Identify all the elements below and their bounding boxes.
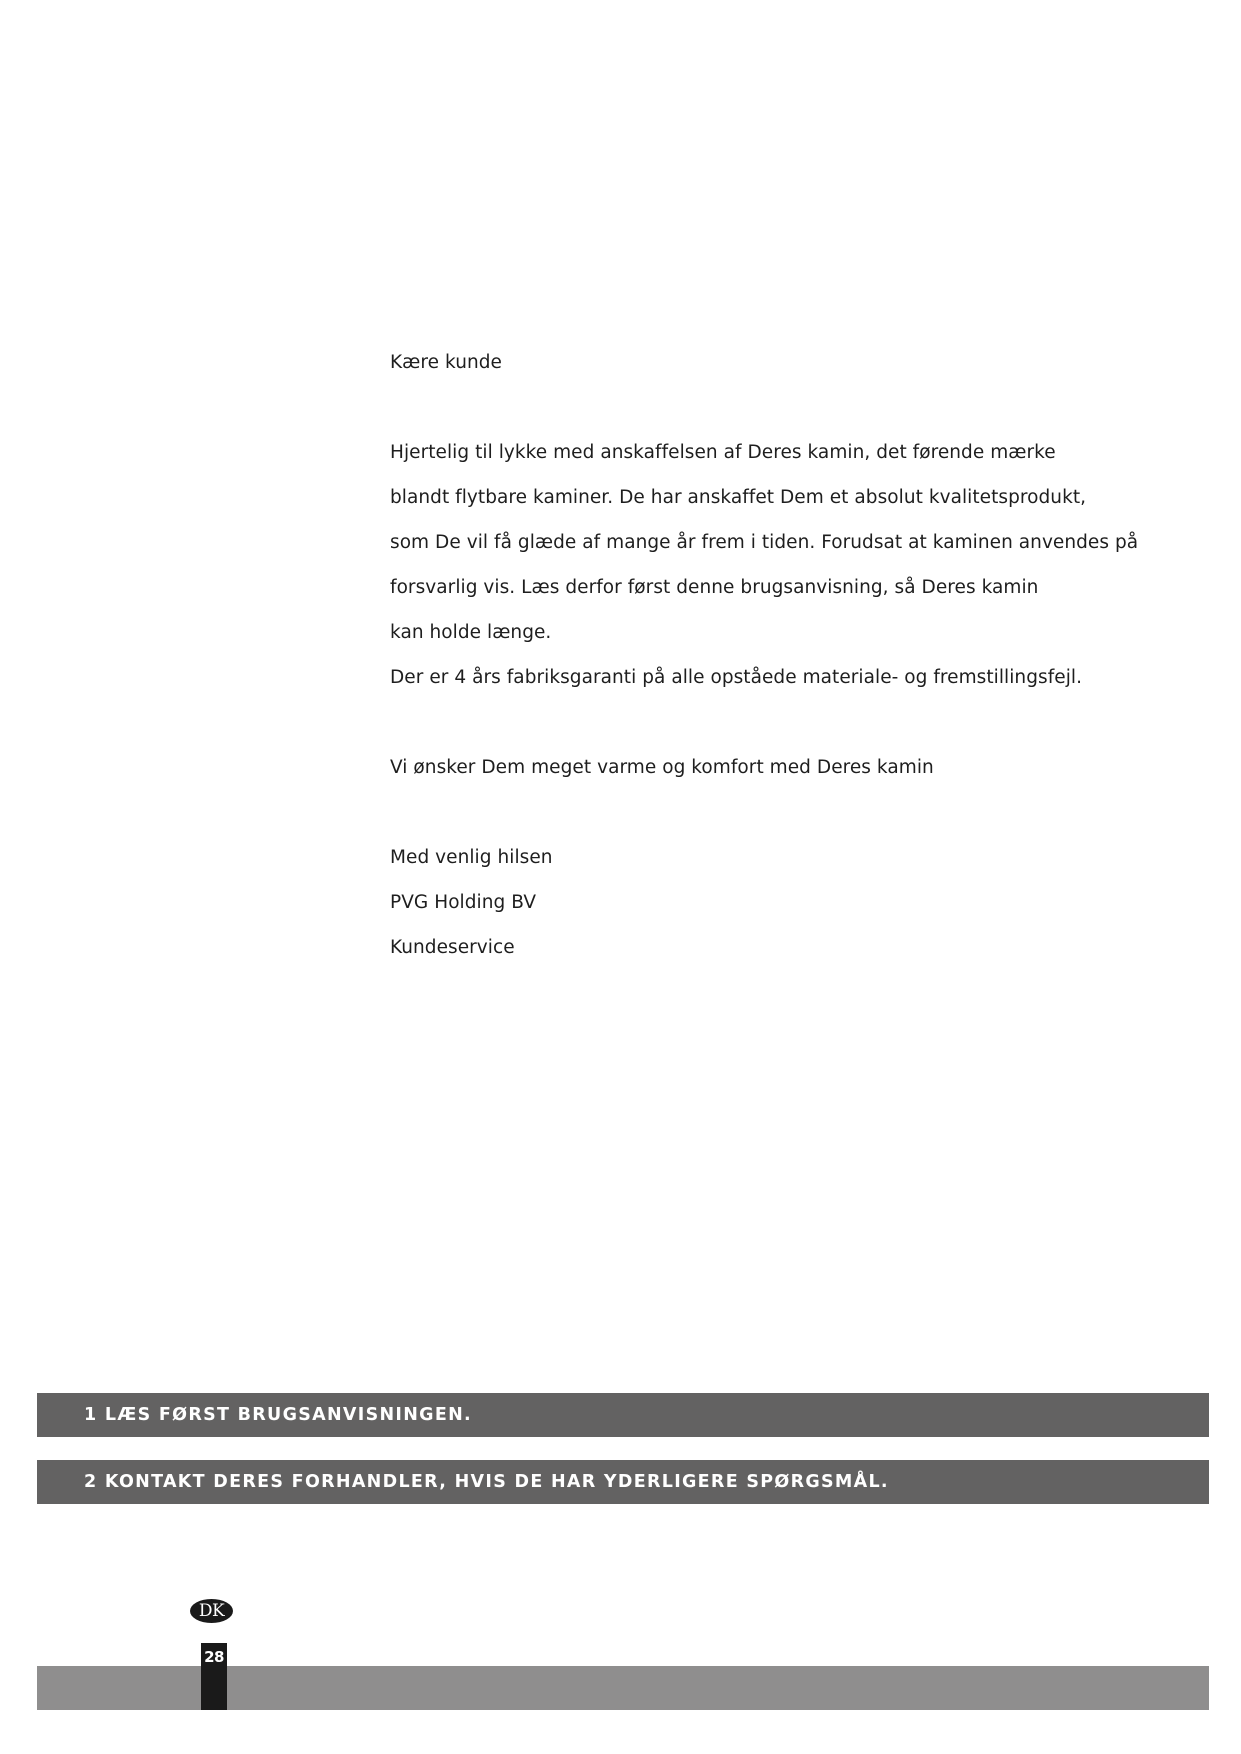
body-line: kan holde længe. (390, 622, 552, 643)
body-line: forsvarlig vis. Læs derfor først denne brugsanvisning, så Deres kamin (390, 577, 1039, 598)
page-number: 28 (204, 1648, 224, 1666)
closing-line: Med venlig hilsen (390, 847, 553, 868)
company-name: PVG Holding BV (390, 892, 537, 913)
spacer (390, 700, 1150, 745)
page-number-tab (201, 1643, 227, 1710)
body-line: som De vil få glæde af mange år frem i tiden. Forudsat at kaminen anvendes på (390, 532, 1139, 553)
language-badge: DK (190, 1599, 233, 1623)
notice-banner-contact-dealer: 2 KONTAKT DERES FORHANDLER, HVIS DE HAR YDERLIGERE SPØRGSMÅL. (37, 1460, 1209, 1504)
body-line: Hjertelig til lykke med anskaffelsen af Deres kamin, det førende mærke (390, 442, 1056, 463)
department-name: Kundeservice (390, 937, 515, 958)
notice-banner-read-manual: 1 LÆS FØRST BRUGSANVISNINGEN. (37, 1393, 1209, 1437)
warranty-line: Der er 4 års fabriksgaranti på alle opståede materiale- og fremstillingsfejl. (390, 667, 1082, 688)
letter-body (390, 340, 1150, 970)
spacer (390, 385, 1150, 430)
wish-line: Vi ønsker Dem meget varme og komfort med Deres kamin (390, 757, 934, 778)
spacer (390, 790, 1150, 835)
body-line: blandt flytbare kaminer. De har anskaffet Dem et absolut kvalitetsprodukt, (390, 487, 1087, 508)
salutation: Kære kunde (390, 352, 502, 373)
